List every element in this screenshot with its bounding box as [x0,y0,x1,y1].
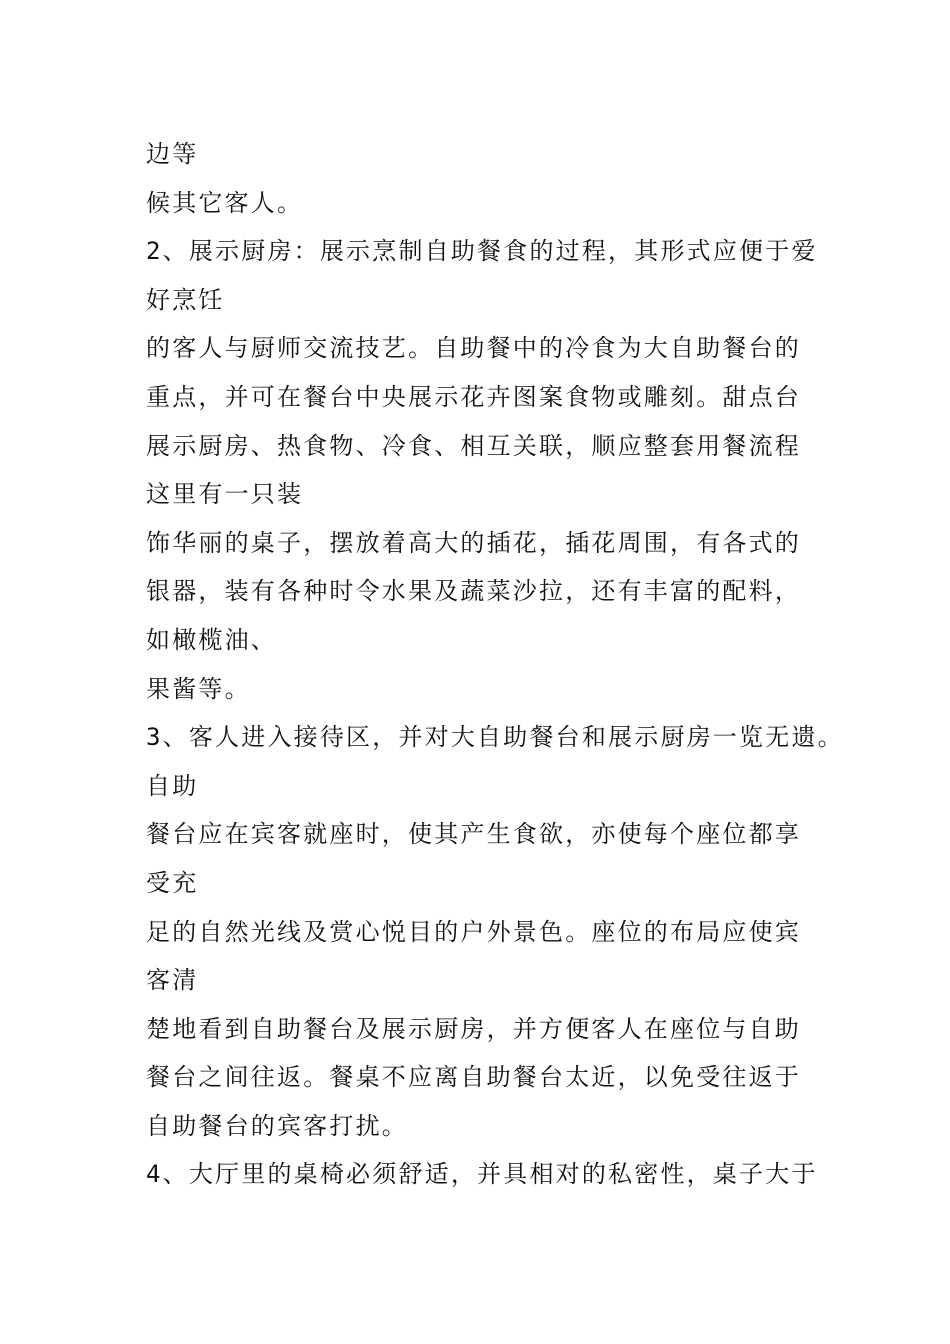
text-line: 好烹饪 [146,285,225,314]
text-line: 银器，装有各种时令水果及蔬菜沙拉，还有丰富的配料， [146,577,801,606]
text-line: 受充 [146,868,199,897]
text-line: 候其它客人。 [146,188,304,217]
text-line: 的客人与厨师交流技艺。自助餐中的冷食为大自助餐台的 [146,334,801,363]
text-line: 餐台应在宾客就座时，使其产生食欲，亦使每个座位都享 [146,820,801,849]
text-line: 自助 [146,771,199,800]
text-line: 重点，并可在餐台中央展示花卉图案食物或雕刻。甜点台 [146,382,801,411]
text-line: 饰华丽的桌子，摆放着高大的插花，插花周围，有各式的 [146,528,801,557]
text-line: 果酱等。 [146,674,251,703]
text-line: 客清 [146,966,199,995]
text-line: 边等 [146,140,199,168]
text-line: 4、大厅里的桌椅必须舒适，并具相对的私密性，桌子大于 [146,1160,818,1189]
text-line: 足的自然光线及赏心悦目的户外景色。座位的布局应使宾 [146,917,801,946]
text-line: 3、客人进入接待区，并对大自助餐台和展示厨房一览无遗。 [146,723,844,752]
text-line: 展示厨房、热食物、冷食、相互关联，顺应整套用餐流程 [146,431,801,460]
text-line: 自助餐台的宾客打扰。 [146,1111,408,1140]
text-line: 2、展示厨房：展示烹制自助餐食的过程，其形式应便于爱 [146,237,818,266]
text-line: 如橄榄油、 [146,625,277,654]
text-line: 餐台之间往返。餐桌不应离自助餐台太近，以免受往返于 [146,1063,801,1092]
text-line: 楚地看到自助餐台及展示厨房，并方便客人在座位与自助 [146,1014,801,1043]
text-line: 这里有一只装 [146,480,304,509]
document-body [146,130,846,1199]
